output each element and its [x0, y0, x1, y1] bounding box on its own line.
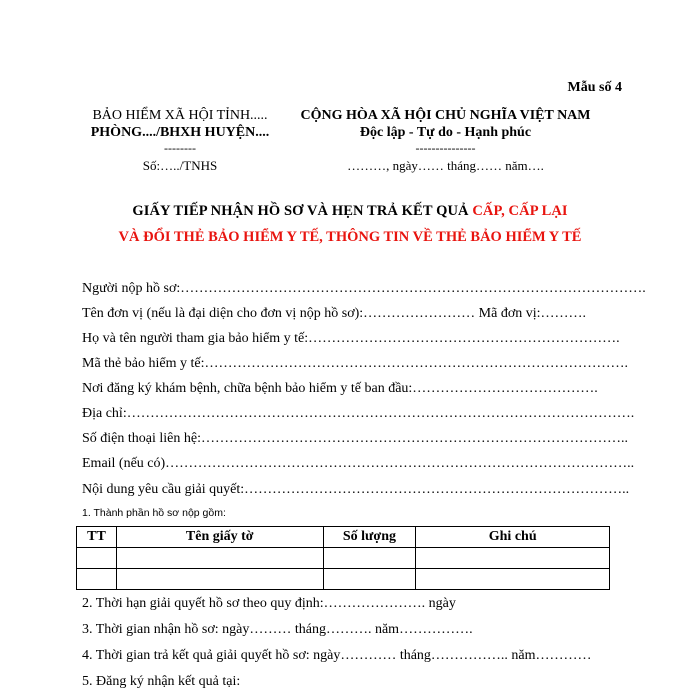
request-content-field: Nội dung yêu cầu giải quyết:……………………………………………………………………….. [82, 482, 630, 497]
receipt-time-item: 3. Thời gian nhận hồ sơ: ngày……… tháng………. năm……………. [82, 622, 473, 637]
phone-field: Số điện thoại liên hệ:……………………………………………………………………………….. [82, 431, 628, 446]
agency-line1: BẢO HIỂM XÃ HỘI TỈNH..... [92, 108, 268, 123]
table-cell [323, 548, 416, 569]
agency-header [70, 107, 290, 174]
document-date: ………, ngày…… tháng…… năm…. [347, 158, 544, 173]
registered-clinic-field: Nơi đăng ký khám bệnh, chữa bệnh bảo hiểm y tế ban đầu:…………………………………. [82, 381, 598, 396]
nation-divider: --------------- [415, 141, 476, 155]
table-row [77, 569, 610, 590]
table-cell [116, 548, 323, 569]
result-time-item: 4. Thời gian trả kết quả giải quyết hồ sơ: ngày………… tháng…………….. năm………… [82, 648, 592, 663]
title-red-part: CẤP, CẤP LẠI [472, 203, 568, 219]
agency-divider: -------- [164, 141, 196, 155]
agency-line2: PHÒNG..../BHXH HUYỆN.... [90, 125, 270, 140]
processing-deadline-item: 2. Thời hạn giải quyết hồ sơ theo quy định:…………………. ngày [82, 596, 456, 611]
unit-name-field: Tên đơn vị (nếu là đại diện cho đơn vị nộp hồ sơ):…………………… Mã đơn vị:………. [82, 306, 586, 321]
insured-name-field: Họ và tên người tham gia bảo hiểm y tế:…………………………………………………………. [82, 331, 620, 346]
table-cell [77, 548, 117, 569]
table-row [77, 548, 610, 569]
result-delivery-item: 5. Đăng ký nhận kết quả tại: [82, 674, 241, 689]
nation-motto: Độc lập - Tự do - Hạnh phúc [359, 125, 532, 140]
form-number: Mẫu số 4 [567, 80, 622, 95]
documents-table [76, 526, 610, 590]
nation-name: CỘNG HÒA XÃ HỘI CHỦ NGHĨA VIỆT NAM [300, 108, 591, 123]
section-documents-heading: 1. Thành phần hồ sơ nộp gồm: [82, 507, 226, 519]
insurance-card-code-field: Mã thẻ bảo hiểm y tế:………………………………………………………………………………. [82, 356, 628, 371]
col-header-quantity: Số lượng [323, 527, 416, 548]
submitter-field: Người nộp hồ sơ:………………………………………………………………………………………. [82, 281, 646, 296]
document-title-line1 [0, 203, 700, 220]
table-header-row [77, 527, 610, 548]
document-title-line2: VÀ ĐỔI THẺ BẢO HIỂM Y TẾ, THÔNG TIN VỀ THẺ BẢO HIỂM Y TẾ [118, 229, 582, 245]
address-field: Địa chỉ:………………………………………………………………………………………………. [82, 406, 635, 421]
col-header-notes: Ghi chú [416, 527, 610, 548]
table-cell [116, 569, 323, 590]
table-cell [323, 569, 416, 590]
email-field: Email (nếu có)……………………………………………………………………………………….. [82, 456, 635, 471]
table-cell [416, 569, 610, 590]
document-number: Số:…../TNHS [142, 158, 218, 173]
nation-header [283, 107, 608, 174]
col-header-index: TT [77, 527, 117, 548]
col-header-document-name: Tên giấy tờ [116, 527, 323, 548]
table-cell [416, 548, 610, 569]
table-cell [77, 569, 117, 590]
title-black-part: GIẤY TIẾP NHẬN HỒ SƠ VÀ HẸN TRẢ KẾT QUẢ [132, 203, 473, 219]
